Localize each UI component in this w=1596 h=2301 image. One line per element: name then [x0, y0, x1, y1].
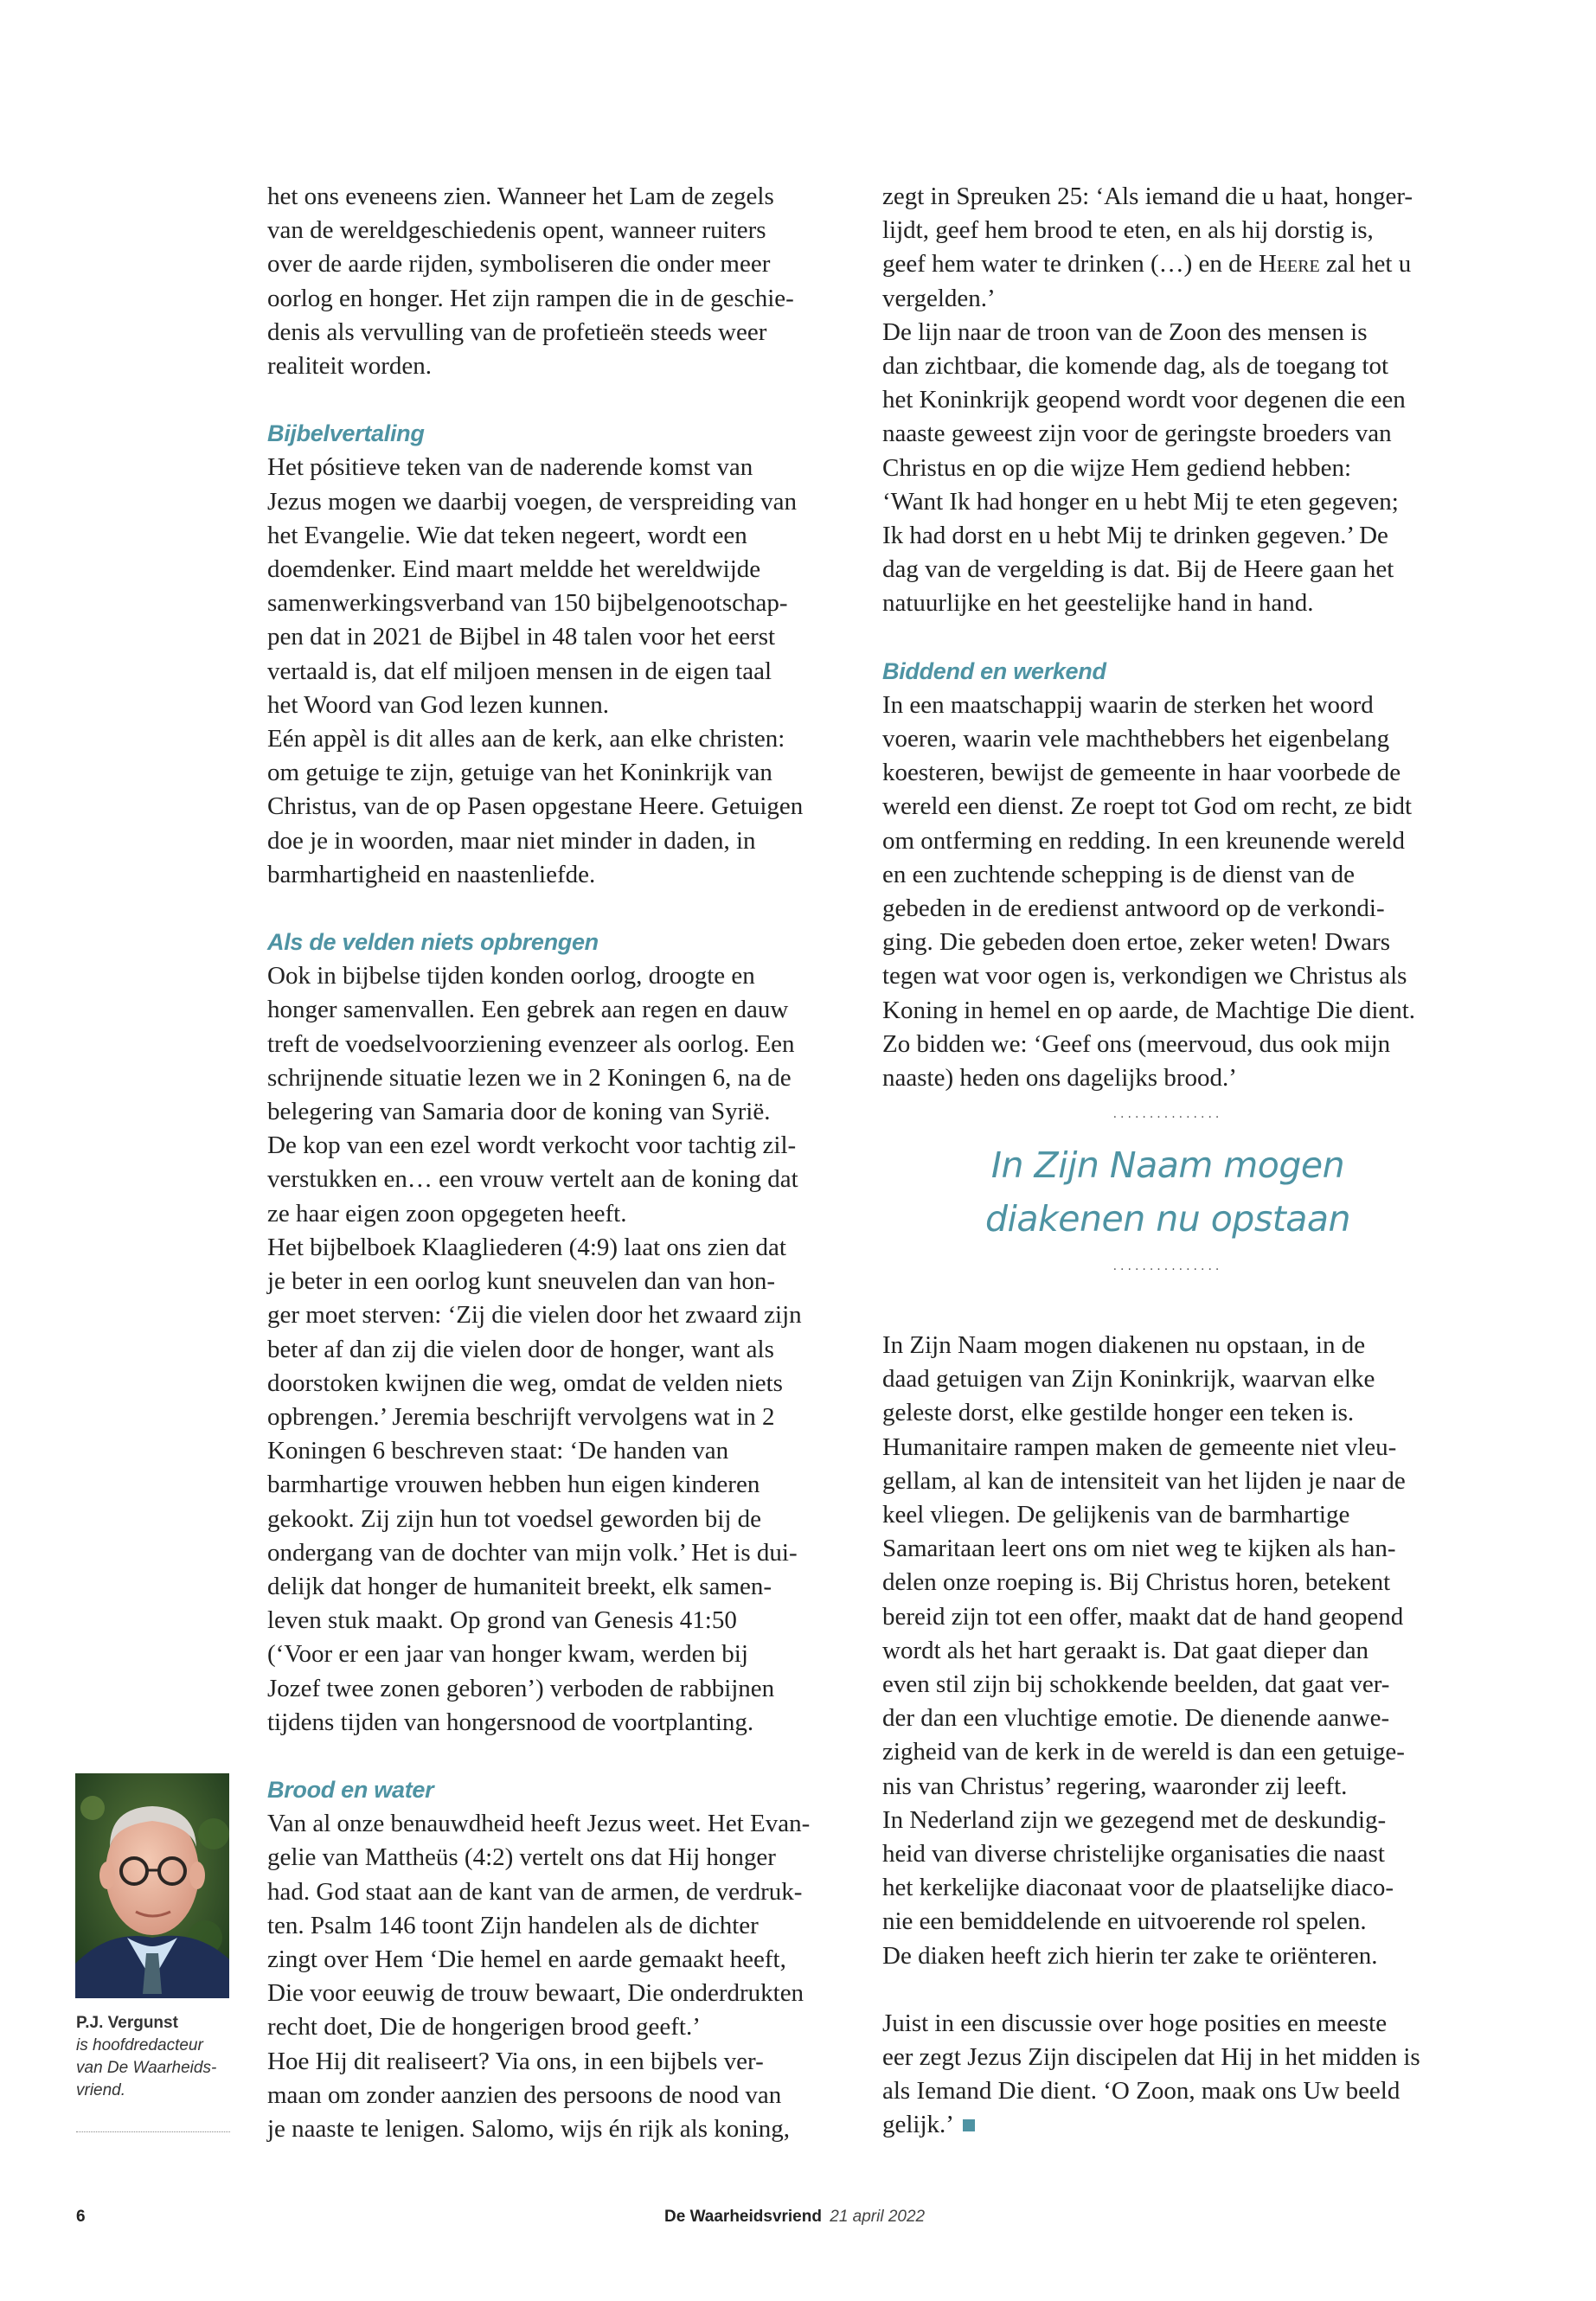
footer-publication — [664, 2208, 925, 2227]
text-line: om ontferming en redding. In een kreunende wereld — [882, 826, 1405, 855]
text-line: belegering van Samaria door de koning van Syrië. — [267, 1098, 771, 1126]
text-line: Eén appèl is dit alles aan de kerk, aan elke christen: — [267, 725, 785, 753]
text-line: ging. Die gebeden doen ertoe, zeker weten! Dwars — [882, 928, 1390, 957]
text-line: doe je in woorden, maar niet minder in daden, in — [267, 826, 756, 855]
author-caption — [76, 2012, 230, 2102]
text-line: tijdens tijden van hongersnood de voortplanting. — [267, 1708, 754, 1736]
text-line: tegen wat voor ogen is, verkondigen we Christus als — [882, 962, 1407, 990]
text-line: In Zijn Naam mogen diakenen nu opstaan, in de — [882, 1331, 1366, 1359]
text-line: heid van diverse christelijke organisaties die naast — [882, 1840, 1385, 1868]
text-line: Jozef twee zonen geboren’) verboden de rabbijnen — [267, 1674, 775, 1702]
author-role-line: vriend. — [76, 2081, 126, 2099]
text-line: opbrengen.’ Jeremia beschrijft vervolgens wat in 2 — [267, 1402, 775, 1431]
text-line: Christus, van de op Pasen opgestane Heere. Getuigen — [267, 792, 804, 821]
text-line: het Evangelie. Wie dat teken negeert, wordt een — [267, 521, 747, 549]
text-line: doorstoken kwijnen die weg, omdat de velden niets — [267, 1368, 783, 1397]
text-line: Het bijbelboek Klaagliederen (4:9) laat ons zien dat — [267, 1233, 786, 1261]
text-line: gekookt. Zij zijn hun tot voedsel geworden bij de — [267, 1504, 762, 1533]
text-line: vergelden.’ — [882, 284, 996, 312]
text-line: ten. Psalm 146 toont Zijn handelen als de dichter — [267, 1911, 759, 1939]
section-gap — [267, 892, 856, 926]
paragraph — [882, 1329, 1479, 1973]
text-line: verstukken en… een vrouw vertelt aan de koning dat — [267, 1165, 798, 1194]
pull-quote-line: diakenen nu opstaan — [984, 1198, 1351, 1240]
text-line: ze haar eigen zoon opgegeten heeft. — [267, 1199, 627, 1227]
text-line: denis als vervulling van de profetieën steeds weer — [267, 317, 767, 346]
text-line: van de wereldgeschiedenis opent, wanneer ruiters — [267, 216, 766, 245]
author-name: P.J. Vergunst — [76, 2014, 178, 2032]
pull-quote-line: In Zijn Naam mogen — [990, 1144, 1345, 1186]
text-line: treft de voedselvoorziening evenzeer als oorlog. Een — [267, 1029, 795, 1058]
small-caps-name: Heere — [1258, 250, 1320, 279]
publication-name: De Waarheidsvriend — [664, 2208, 822, 2226]
text-line: daad getuigen van Zijn Koninkrijk, waarvan elke — [882, 1365, 1375, 1394]
text-line: je beter in een oorlog kunt sneuvelen dan van hon- — [267, 1267, 776, 1296]
end-mark-icon — [963, 2119, 975, 2131]
paragraph — [882, 2007, 1479, 2143]
text-line: maan om zonder aanzien des persoons de nood van — [267, 2080, 782, 2109]
text-line: Hoe Hij dit realiseert? Via ons, in een bijbels ver- — [267, 2047, 764, 2075]
text-line: Jezus mogen we daarbij voegen, de verspreiding van — [267, 487, 798, 516]
text-line: barmhartige vrouwen hebben hun eigen kinderen — [267, 1471, 760, 1499]
author-divider — [76, 2131, 230, 2132]
text-line: had. God staat aan de kant van de armen, de verdruk- — [267, 1877, 803, 1906]
text-line: keel vliegen. De gelijkenis van de barmhartige — [882, 1501, 1350, 1529]
paragraph — [267, 451, 856, 892]
text-line: Van al onze benauwdheid heeft Jezus weet. Het Evan- — [267, 1810, 811, 1838]
text-line: het kerkelijke diaconaat voor de plaatselijke diaco- — [882, 1874, 1394, 1902]
section-gap — [267, 383, 856, 417]
text-line: lijdt, geef hem brood te eten, en als hij dorstig is, — [882, 216, 1374, 245]
text-line: dan zichtbaar, die komende dag, als de toegang tot — [882, 352, 1389, 381]
text-line: eer zegt Jezus Zijn discipelen dat Hij in het midden is — [882, 2043, 1420, 2072]
paragraph — [267, 180, 856, 383]
text-line: je naaste te lenigen. Salomo, wijs én rijk als koning, — [267, 2114, 791, 2143]
text-line: In een maatschappij waarin de sterken het woord — [882, 690, 1374, 719]
text-line: samenwerkingsverband van 150 bijbelgenootschap- — [267, 589, 788, 618]
text-line: gelijk.’ — [882, 2108, 1479, 2142]
text-line: Samaritaan leert ons om niet weg te kijken als han- — [882, 1535, 1396, 1563]
text-line: zegt in Spreuken 25: ‘Als iemand die u haat, honger- — [882, 183, 1413, 210]
text-line: als Iemand Die dient. ‘O Zoon, maak ons Uw beeld — [882, 2077, 1401, 2106]
text-line: nis van Christus’ regering, waaronder zij leeft. — [882, 1772, 1348, 1800]
text-line: geef hem water te drinken (…) en de Heere zal het u — [882, 250, 1412, 279]
text-line: koesteren, bewijst de gemeente in haar voorbede de — [882, 759, 1401, 787]
author-role-line: is hoofdredacteur — [76, 2036, 203, 2054]
text-line: (‘Voor er een jaar van honger kwam, werden bij — [267, 1640, 748, 1669]
text-line: gebeden in de eredienst antwoord op de verkondi- — [882, 894, 1385, 923]
text-line: barmhartigheid en naastenliefde. — [267, 860, 596, 888]
text-line: gelie van Mattheüs (4:2) vertelt ons dat Hij honger — [267, 1843, 776, 1872]
text-line: schrijnende situatie lezen we in 2 Koningen 6, na de — [267, 1063, 792, 1092]
text-line: delijk dat honger de humaniteit breekt, elk samen- — [267, 1572, 772, 1600]
text-line: beter af dan zij die vielen door de honger, want als — [267, 1335, 774, 1363]
paragraph-gap — [882, 1973, 1479, 2007]
text-line: even stil zijn bij schokkende beelden, dat gaat ver- — [882, 1670, 1390, 1699]
text-line: nie een bemiddelende en uitvoerende rol spelen. — [882, 1907, 1367, 1936]
text-line: Koning in hemel en op aarde, de Machtige Die dient. — [882, 996, 1416, 1024]
text-line: Ik had dorst en u hebt Mij te drinken gegeven.’ De — [882, 522, 1388, 550]
text-line: der dan een vluchtige emotie. De dienende aanwe- — [882, 1704, 1390, 1733]
text-line: Humanitaire rampen maken de gemeente niet vleu- — [882, 1433, 1397, 1461]
text-line: recht doet, Die de hongerigen brood geeft.’ — [267, 2013, 701, 2041]
text-line: delen onze roeping is. Bij Christus horen, betekent — [882, 1568, 1391, 1597]
text-line: het Koninkrijk geopend wordt voor degenen die een — [882, 386, 1406, 414]
text-line: De lijn naar de troon van de Zoon des mensen is — [882, 317, 1368, 346]
section-heading: Brood en water — [267, 1776, 434, 1803]
text-line: Die voor eeuwig de trouw bewaart, Die onderdrukten — [267, 1979, 804, 2008]
paragraph — [267, 959, 856, 1740]
text-line: In Nederland zijn we gezegend met de deskundig- — [882, 1805, 1387, 1834]
text-line: Zo bidden we: ‘Geef ons (meervoud, dus ook mijn — [882, 1029, 1391, 1058]
text-line: ondergang van de dochter van mijn volk.’ Het is dui- — [267, 1538, 798, 1567]
text-line: realiteit worden. — [267, 352, 433, 381]
author-role-line: van De Waarheids- — [76, 2059, 217, 2077]
text-line: De diaken heeft zich hierin ter zake te oriënteren. — [882, 1941, 1378, 1970]
article-column-right-top — [882, 180, 1479, 1095]
text-line: Het pósitieve teken van de naderende komst van — [267, 453, 753, 482]
text-line: honger samenvallen. Een gebrek aan regen en dauw — [267, 996, 789, 1024]
text-line: oorlog en honger. Het zijn rampen die in de geschie- — [267, 284, 794, 312]
text-line: om getuige te zijn, getuige van het Koninkrijk van — [267, 759, 772, 787]
paragraph — [882, 180, 1479, 621]
text-line: naaste geweest zijn voor de geringste broeders van — [882, 420, 1392, 448]
page-number: 6 — [76, 2208, 86, 2226]
text-line: het ons eveneens zien. Wanneer het Lam de zegels — [267, 183, 774, 210]
pull-quote — [917, 1106, 1419, 1275]
text-line: ger moet sterven: ‘Zij die vielen door het zwaard zijn — [267, 1301, 802, 1330]
section-gap — [267, 1740, 856, 1773]
publication-date: 21 april 2022 — [830, 2208, 926, 2226]
text-line: bereid zijn tot een offer, maakt dat de hand geopend — [882, 1602, 1404, 1631]
pull-quote-divider-top: ............... — [1112, 1107, 1223, 1121]
article-column-left — [267, 180, 856, 2146]
paragraph — [267, 1807, 856, 2146]
text-line: ‘Want Ik had honger en u hebt Mij te eten gegeven; — [882, 487, 1399, 516]
text-line: zigheid van de kerk in de wereld is dan een getuige- — [882, 1738, 1405, 1766]
paragraph — [882, 689, 1479, 1095]
text-line: voeren, waarin vele machthebbers het eigenbelang — [882, 725, 1390, 753]
text-line: De kop van een ezel wordt verkocht voor tachtig zil- — [267, 1131, 797, 1160]
text-line: leven stuk maakt. Op grond van Genesis 41:50 — [267, 1606, 737, 1635]
text-line: over de aarde rijden, symboliseren die onder meer — [267, 250, 771, 279]
pull-quote-text — [917, 1138, 1419, 1246]
article-column-right-bottom — [882, 1329, 1479, 2143]
text-line: zingt over Hem ‘Die hemel en aarde gemaakt heeft, — [267, 1945, 786, 1973]
text-line: vertaald is, dat elf miljoen mensen in de eigen taal — [267, 657, 772, 685]
portrait-image — [75, 1773, 229, 1998]
text-line: natuurlijke en het geestelijke hand in hand. — [882, 589, 1314, 618]
author-photo — [75, 1773, 229, 1998]
text-line: Juist in een discussie over hoge posities en meeste — [882, 2009, 1388, 2037]
text-line: naaste) heden ons dagelijks brood.’ — [882, 1064, 1237, 1093]
text-line: doemdenker. Eind maart meldde het wereldwijde — [267, 555, 761, 584]
text-line: en een zuchtende schepping is de dienst van de — [882, 860, 1355, 888]
section-gap — [882, 621, 1479, 655]
text-line: geleste dorst, elke gestilde honger een teken is. — [882, 1399, 1355, 1427]
section-heading: Bijbelvertaling — [267, 420, 425, 447]
section-heading: Biddend en werkend — [882, 657, 1106, 684]
text-line: wereld een dienst. Ze roept tot God om recht, ze bidt — [882, 792, 1413, 821]
text-line: Christus en op die wijze Hem gediend hebben: — [882, 453, 1352, 482]
text-line: pen dat in 2021 de Bijbel in 48 talen voor het eerst — [267, 623, 776, 651]
text-line: Koningen 6 beschreven staat: ‘De handen van — [267, 1437, 729, 1465]
section-heading: Als de velden niets opbrengen — [267, 929, 599, 956]
text-line: wordt als het hart geraakt is. Dat gaat dieper dan — [882, 1636, 1369, 1664]
text-line: het Woord van God lezen kunnen. — [267, 690, 609, 719]
text-line: gellam, al kan de intensiteit van het lijden je naar de — [882, 1466, 1406, 1495]
text-line: dag van de vergelding is dat. Bij de Heere gaan het — [882, 555, 1394, 584]
text-line: Ook in bijbelse tijden konden oorlog, droogte en — [267, 962, 755, 990]
pull-quote-divider-bottom: ............... — [1112, 1259, 1223, 1273]
